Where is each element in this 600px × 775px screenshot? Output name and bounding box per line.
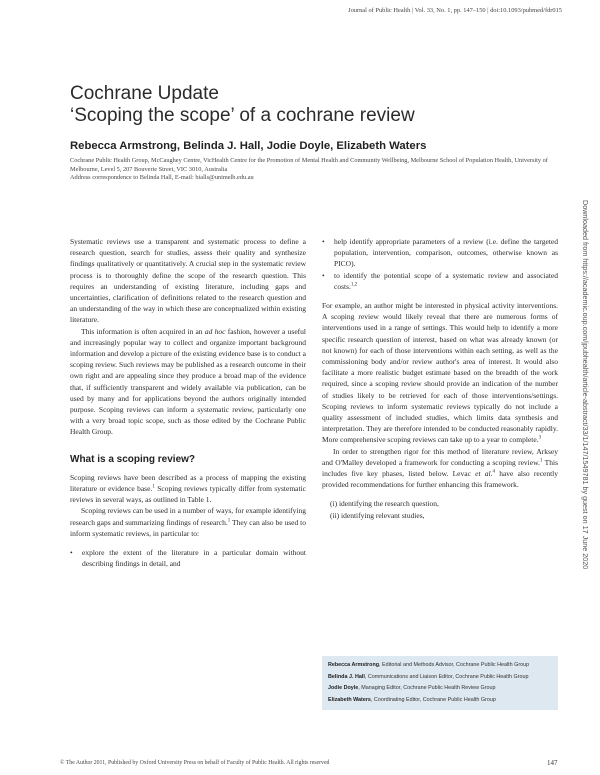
bullet-list-start (70, 547, 306, 569)
bio-line (328, 683, 552, 695)
reference-superscript[interactable]: 4 (492, 469, 495, 475)
bio-name: Elizabeth Waters (328, 696, 371, 703)
bio-name: Belinda J. Hall (328, 673, 365, 680)
paragraph-2-start: This information is often acquired in an (81, 326, 205, 336)
bio-name: Rebecca Armstrong (328, 662, 380, 668)
section-heading: What is a scoping review? (70, 453, 196, 465)
paragraph-2-end: fashion, however a useful and increasingly popular way to collect and organize important background information and develop a picture of the existing evidence base is to conduct a scoping review. Such reviews may be published as a research outcome in their own right and are appealing since they produce a broad map of the evidence that, if sufficiently transparent and widely available via publication, can be used by many and for applications beyond the authors originally intended purpose. Scoping reviews can inform a systematic review, particularly one with a very broad topic scope, such as those edited by the Cochrane Public Health Group. (70, 326, 306, 437)
section-label: Cochrane Update (70, 83, 219, 104)
bullet-icon: • (322, 237, 325, 246)
download-side-note: Downloaded from https://academic.oup.com/jpubhealth/article-abstract/33/1/147/1549781 by guest on 17 June 2020 (581, 200, 590, 570)
reference-superscript[interactable]: 1 (152, 484, 155, 490)
paragraph-2-emphasis: ad hoc (204, 326, 226, 336)
list-item (322, 270, 558, 292)
bullet-text: help identify appropriate parameters of a review (i.e. define the targeted population, intervention, comparison, outcomes, otherwise known as PICO). (334, 237, 558, 269)
bio-role: , Managing Editor, Cochrane Public Health Review Group (358, 685, 496, 691)
paragraph-5 (322, 300, 558, 446)
author-list: Rebecca Armstrong, Belinda J. Hall, Jodie Doyle, Elizabeth Waters (70, 140, 427, 152)
copyright-footer: © The Author 2011, Published by Oxford University Press on behalf of Faculty of Public Health. All rights reserved (60, 760, 330, 766)
paragraph-6-start: In order to strengthen rigor for this method of literature review, Arksey and O'Malley developed a framework for conducting a scoping review. (322, 446, 558, 467)
left-column (70, 236, 306, 569)
bullet-list-continued (322, 236, 558, 292)
paragraph-2 (70, 326, 306, 438)
article-title: ‘Scoping the scope’ of a cochrane review (70, 105, 415, 126)
list-item (70, 547, 306, 569)
journal-header: Journal of Public Health | Vol. 33, No. 1, pp. 147–150 | doi:10.1093/pubmed/fdr015 (348, 7, 562, 14)
paragraph-4-end: They can also be used to inform systematic reviews, in particular to: (70, 517, 306, 538)
affiliation-block (70, 157, 548, 183)
bullet-icon: • (322, 270, 325, 280)
paragraph-6-emphasis: et al. (475, 469, 493, 479)
bio-role: , Coordinating Editor, Cochrane Public Health Group (370, 696, 496, 703)
correspondence-text: Address correspondence to Belinda Hall, E-mail: bialls@unimelb.edu.au (70, 174, 254, 182)
phase-list (322, 498, 558, 520)
bio-role: , Editorial and Methods Advisor, Cochrane Public Health Group (379, 662, 530, 668)
reference-superscript[interactable]: 3 (538, 435, 542, 441)
reference-superscript[interactable]: 1,2 (350, 282, 358, 288)
paragraph-5-text: For example, an author might be interested in physical activity interventions. A scoping review would likely reveal that there are numerous forms of interventions used in a range of settings. This would help to identify a more specific research question of interest, based on what was already known (or not known) for each of those interventions within each setting, as well as the commissioning body and/or review author's area of interest. It would also facilitate a more realistic budget estimate based on the breadth of the work required, since a scoping review should provide an indication of the number of studies likely to be retrieved for each of those interventions/settings. Scoping reviews to inform systematic reviews typically do not include a quality assessment of included studies, which limits data synthesis and interpretation. They are therefore intended to be conducted reasonably rapidly. More comprehensive scoping reviews can take up to a year to complete. (322, 301, 558, 445)
list-item: (i) identifying the research question, (330, 499, 439, 509)
affiliation-text: Cochrane Public Health Group, McCaughey Centre, VicHealth Centre for the Promotion of Mental Health and Community Wellbeing, Melbourne School of Population Health, University of Melbourne, Level 5, 207 Bouverie Street, VIC 3010, Australia (70, 157, 548, 173)
bullet-text: explore the extent of the literature in a particular domain without describing findings in detail, and (82, 548, 306, 569)
reference-superscript[interactable]: 1 (227, 518, 231, 524)
paragraph-4-start: Scoping reviews can be used in a number of ways, for example identifying research gaps and summarizing findings of research. (70, 506, 306, 527)
paragraph-3 (70, 472, 306, 506)
author-bio-box (322, 656, 558, 710)
paragraph-6-mid: This includes five key phases, listed below. Levac (322, 457, 558, 479)
bullet-icon: • (70, 548, 73, 558)
list-item: (ii) identifying relevant studies, (330, 510, 425, 520)
paragraph-6 (322, 446, 558, 491)
bio-line (328, 672, 552, 684)
bullet-text: to identify the potential scope of a systematic review and associated costs. (334, 270, 558, 291)
paragraph-3-start: Scoping reviews have been described as a process of mapping the existing literature or evidence base. (70, 472, 306, 494)
bio-line (328, 695, 552, 707)
bio-role: , Communications and Liaison Editor, Cochrane Public Health Group (364, 673, 529, 680)
page-number: 147 (547, 759, 558, 767)
list-item (322, 236, 558, 270)
paragraph-4 (70, 505, 306, 539)
bio-name: Jodie Doyle (328, 685, 359, 691)
paragraph-1: Systematic reviews use a transparent and systematic process to define a research question, search for studies, assess their quality and synthesize findings qualitatively or quantitatively. A crucial step in the systematic review process is to thoroughly define the scope of the research question. This requires an understanding of existing literature, including gaps and uncertainties, clarification of definitions related to the research question and an understanding of the way in which these are conceptualized within existing literature. (70, 237, 306, 325)
reference-superscript[interactable]: 1 (539, 458, 543, 464)
paragraph-3-end: Scoping reviews typically differ from systematic reviews in several ways, as outlined in Table 1. (70, 484, 306, 505)
bio-line (328, 660, 552, 672)
paragraph-6-end: have also recently provided recommendations for further enhancing this framework. (322, 469, 559, 490)
right-column (322, 236, 558, 521)
